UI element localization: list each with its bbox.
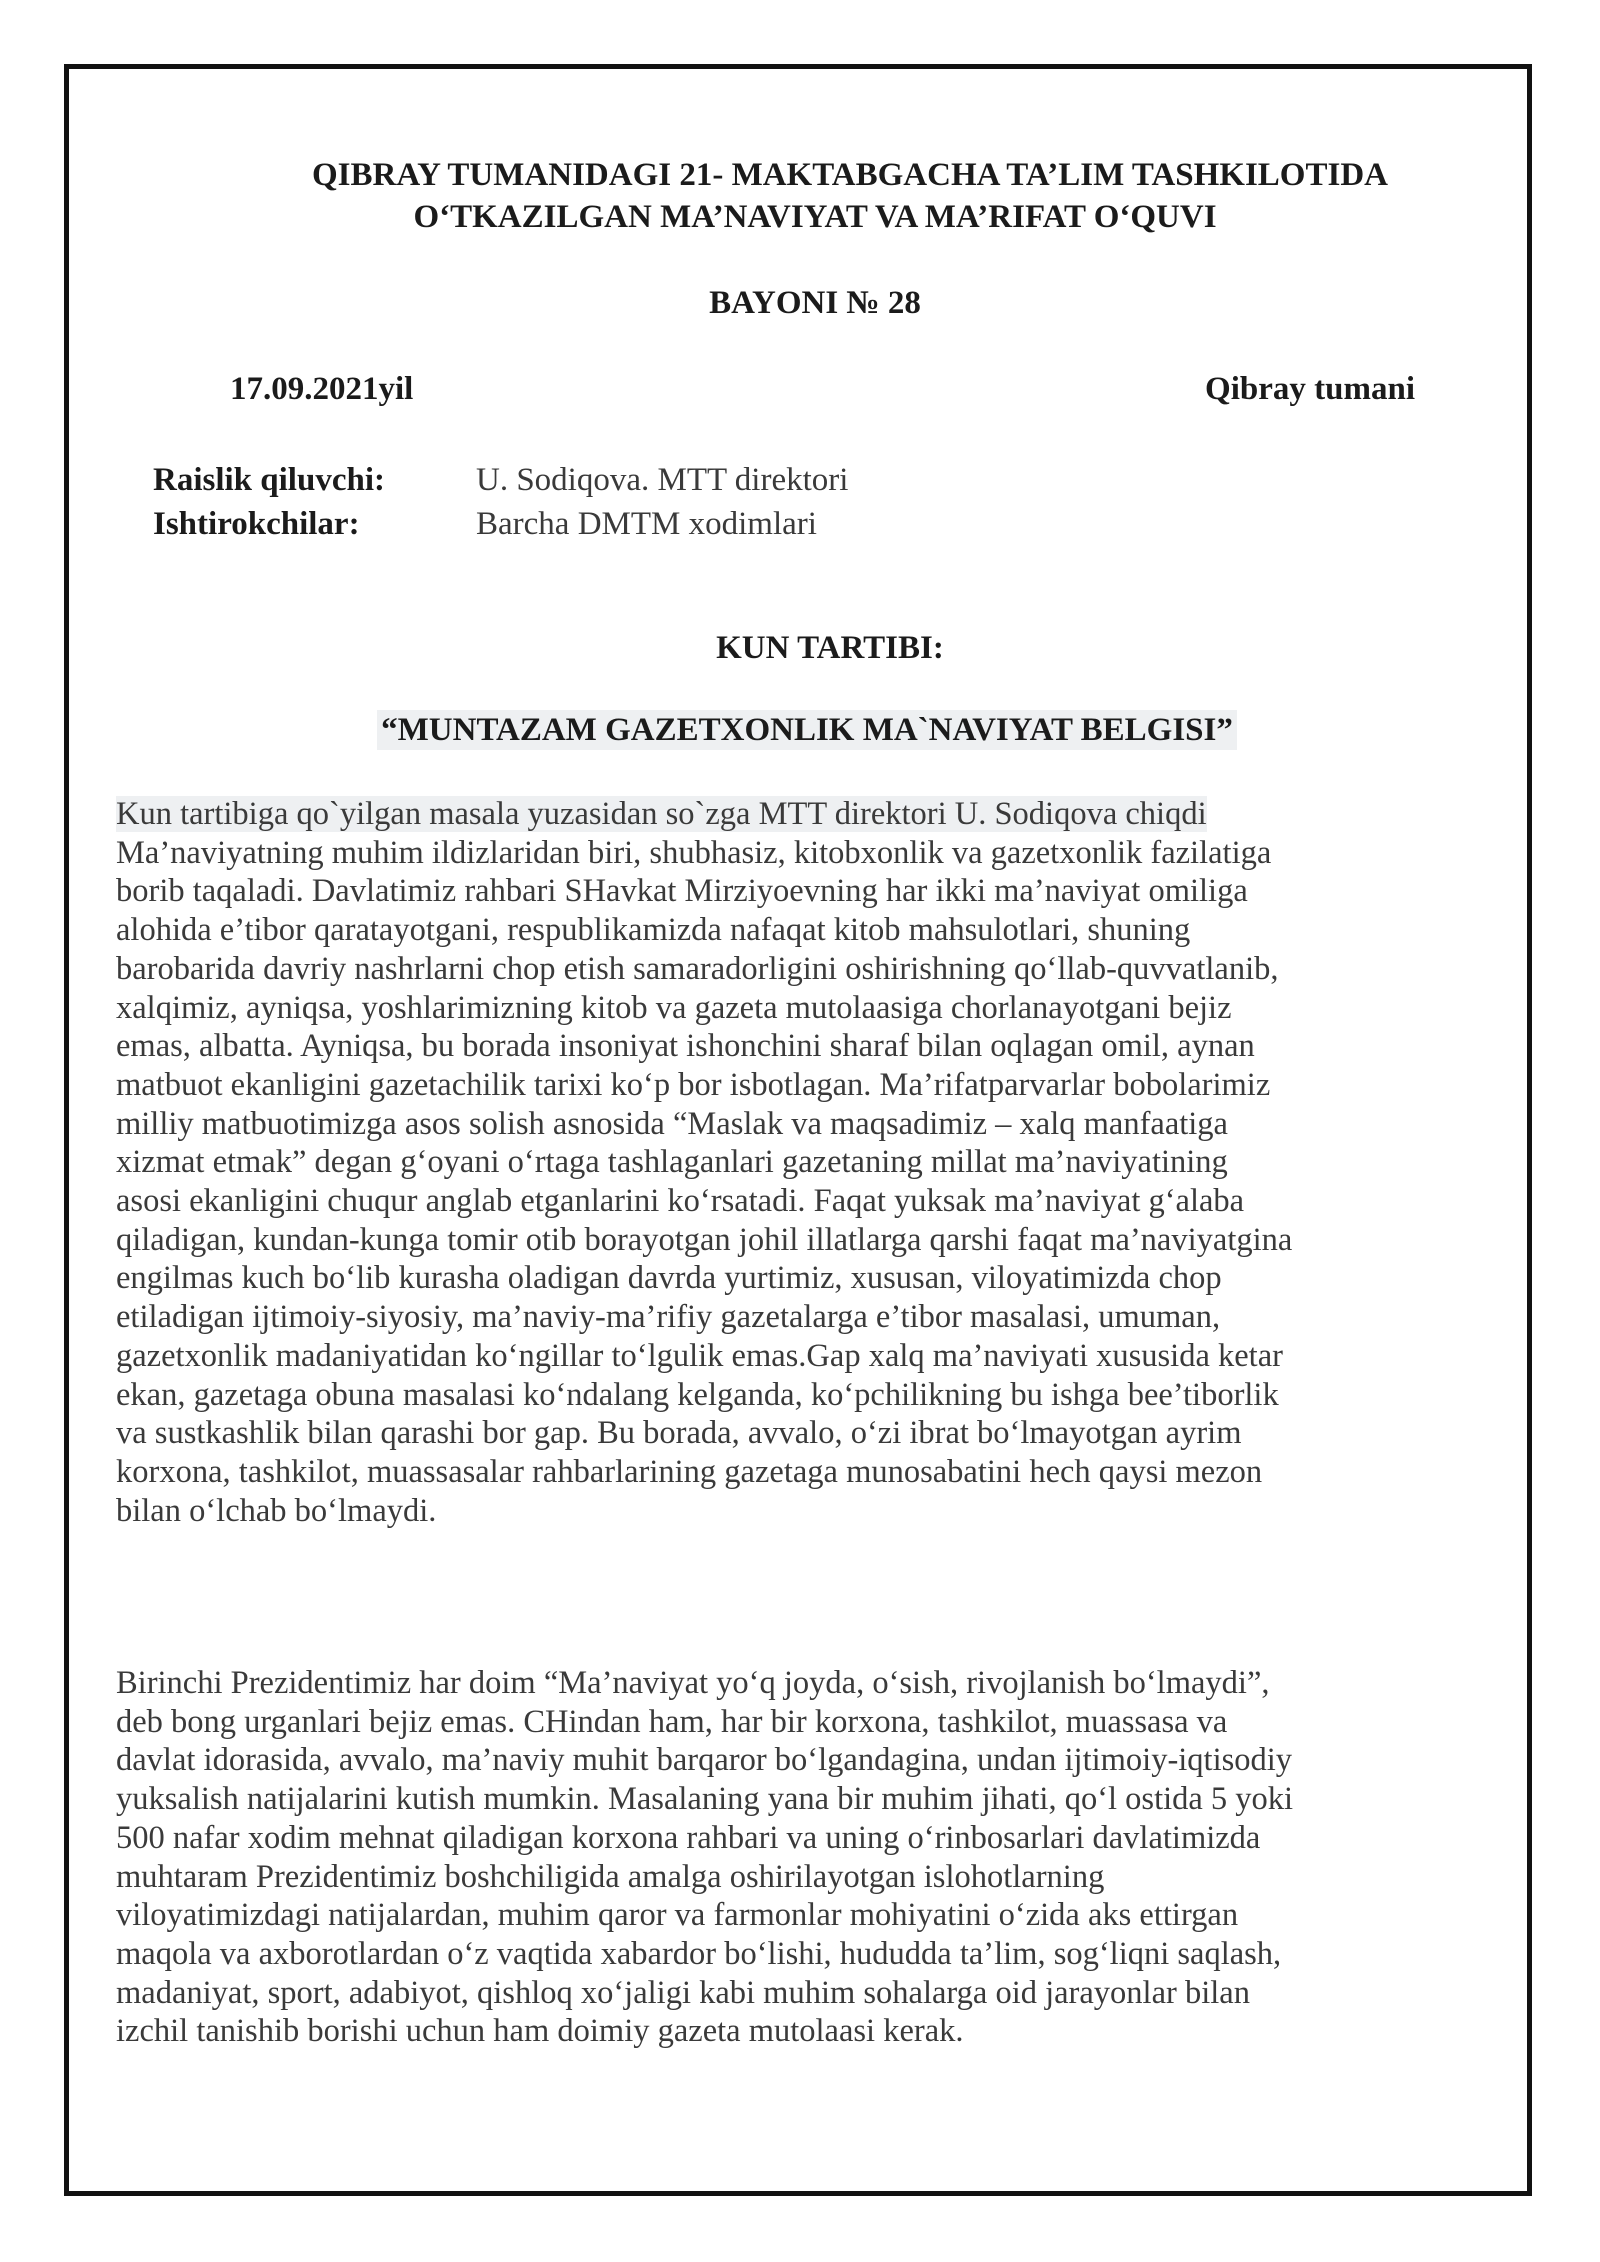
paragraph-line: emas, albatta. Ayniqsa, bu borada insoniyat ishonchini sharaf bilan oqlagan omil, aynan [116,1028,1255,1065]
paragraph-line: alohida e’tibor qaratayotgani, respublikamizda nafaqat kitob mahsulotlari, shuning [116,912,1191,949]
paragraph-line: va sustkashlik bilan qarashi bor gap. Bu borada, avvalo, o‘zi ibrat bo‘lmayotgan ayrim [116,1415,1242,1452]
paragraph-line: xalqimiz, ayniqsa, yoshlarimizning kitob va gazeta mutolaasiga chorlanayotgani bejiz [116,989,1232,1026]
paragraph-line: viloyatimizdagi natijalardan, muhim qaror va farmonlar mohiyatini o‘zida aks ettirgan [116,1897,1239,1934]
document-title-line-2: O‘TKAZILGAN MA’NAVIYAT VA MA’RIFAT O‘QUVI [413,199,1217,235]
paragraph-line: asosi ekanligini chuqur anglab etganlarini ko‘rsatadi. Faqat yuksak ma’naviyat g‘alaba [116,1183,1245,1220]
meeting-place: Qibray tumani [1205,371,1415,407]
participants-row [153,502,817,546]
agenda-topic [307,712,1307,749]
paragraph-1-intro-line [116,795,1506,834]
chair-value: U. Sodiqova. MTT direktori [476,462,849,498]
paragraph-line: Ma’naviyatning muhim ildizlaridan biri, shubhasiz, kitobxonlik va gazetxonlik fazilatiga [116,834,1272,871]
paragraph-line: yuksalish natijalarini kutish mumkin. Masalaning yana bir muhim jihati, qo‘l ostida 5 yoki [116,1781,1294,1818]
paragraph-line: engilmas kuch bo‘lib kurasha oladigan davrda yurtimiz, xususan, viloyatimizda chop [116,1260,1222,1297]
document-title-line-1: QIBRAY TUMANIDAGI 21- MAKTABGACHA TA’LIM TASHKILOTIDA [312,157,1388,193]
chair-label: Raislik qiluvchi: [153,462,385,498]
paragraph-line: deb bong urganlari bejiz emas. CHindan ham, har bir korxona, tashkilot, muassasa va [116,1703,1228,1740]
paragraph-line: matbuot ekanligini gazetachilik tarixi ko‘p bor isbotlagan. Ma’rifatparvarlar bobolarimiz [116,1066,1271,1103]
paragraph-line: izchil tanishib borishi uchun ham doimiy gazeta mutolaasi kerak. [116,2013,964,2050]
paragraph-line: korxona, tashkilot, muassasalar rahbarlarining gazetaga munosabatini hech qaysi mezon [116,1453,1263,1490]
paragraph-line: davlat idorasida, avvalo, ma’naviy muhit barqaror bo‘lgandagina, undan ijtimoiy-iqtisodiy [116,1742,1293,1779]
paragraph-line: madaniyat, sport, adabiyot, qishloq xo‘jaligi kabi muhim sohalarga oid jarayonlar bilan [116,1974,1250,2011]
participants-label: Ishtirokchilar: [153,506,360,542]
paragraph-2 [116,1664,1506,2051]
paragraph-line: bilan o‘lchab bo‘lmaydi. [116,1492,437,1529]
paragraph-line: maqola va axborotlardan o‘z vaqtida xabardor bo‘lishi, hududda ta’lim, sog‘liqni saqlash, [116,1935,1282,1972]
paragraph-line: muhtaram Prezidentimiz boshchiligida amalga oshirilayotgan islohotlarning [116,1858,1105,1895]
paragraph-line: etiladigan ijtimoiy-siyosiy, ma’naviy-ma’rifiy gazetalarga e’tibor masalasi, umuman, [116,1299,1221,1336]
paragraph-1 [116,795,1506,1530]
protocol-number: BAYONI № 28 [709,285,921,321]
meeting-date: 17.09.2021yil [230,371,414,407]
chair-row [153,458,848,502]
paragraph-line: milliy matbuotimizga asos solish asnosida “Maslak va maqsadimiz – xalq manfaatiga [116,1105,1228,1142]
paragraph-line: Birinchi Prezidentimiz har doim “Ma’naviyat yo‘q joyda, o‘sish, rivojlanish bo‘lmaydi”, [116,1665,1270,1701]
paragraph-line: gazetxonlik madaniyatidan ko‘ngillar to‘lgulik emas.Gap xalq ma’naviyati xususida ketar [116,1337,1283,1374]
paragraph-line: 500 nafar xodim mehnat qiladigan korxona rahbari va uning o‘rinbosarlari davlatimizda [116,1819,1261,1856]
participants-value: Barcha DMTM xodimlari [476,506,817,542]
agenda-topic-text: “MUNTAZAM GAZETXONLIK MA`NAVIYAT BELGISI” [377,710,1237,750]
paragraph-1-intro: Kun tartibiga qo`yilgan masala yuzasidan so`zga MTT direktori U. Sodiqova chiqdi [116,796,1207,832]
paragraph-line: qiladigan, kundan-kunga tomir otib borayotgan johil illatlarga qarshi faqat ma’naviyatgina [116,1221,1293,1258]
paragraph-line: ekan, gazetaga obuna masalasi ko‘ndalang kelganda, ko‘pchilikning bu ishga bee’tiborlik [116,1376,1279,1413]
paragraph-line: barobarida davriy nashrlarni chop etish samaradorligini oshirishning qo‘llab-quvvatlanib, [116,950,1279,987]
paragraph-line: borib taqaladi. Davlatimiz rahbari SHavkat Mirziyoevning har ikki ma’naviyat omiliga [116,873,1248,910]
paragraph-line: xizmat etmak” degan g‘oyani o‘rtaga tashlaganlari gazetaning millat ma’naviyatining [116,1144,1228,1181]
agenda-heading: KUN TARTIBI: [716,630,944,666]
